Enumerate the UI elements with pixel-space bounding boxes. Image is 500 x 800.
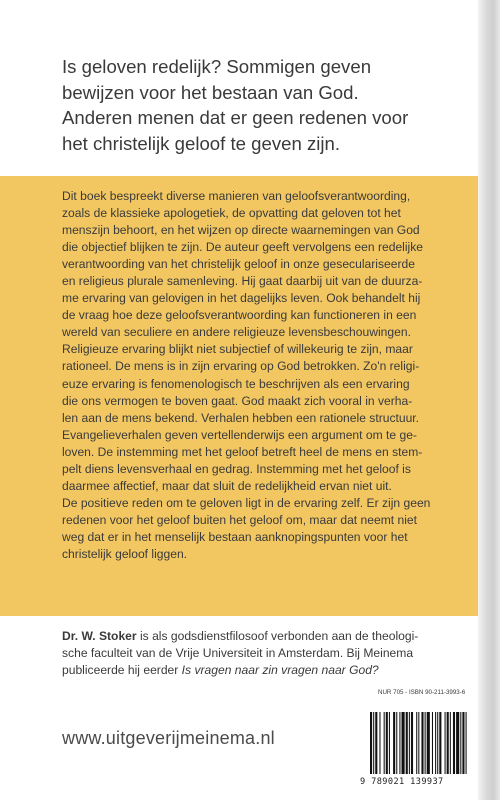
blurb-line: pelt diens levensverhaal en gedrag. Instemming met het geloof is xyxy=(62,461,411,476)
blurb-line: Evangelieverhalen geven vertellenderwijs een argument om te ge- xyxy=(62,427,417,442)
barcode-bar xyxy=(375,712,377,774)
author-bio-text: publiceerde hij eerder xyxy=(62,663,182,678)
barcode-bar xyxy=(409,712,410,774)
author-bio-line xyxy=(62,662,472,679)
blurb-line: De positieve reden om te geloven ligt in de ervaring zelf. Er zijn geen xyxy=(62,495,431,510)
barcode-bar xyxy=(386,712,388,774)
barcode-bar xyxy=(402,712,405,774)
blurb-line: Religieuze ervaring blijkt niet subjectief of willekeurig te zijn, maar xyxy=(62,342,413,357)
author-bio-text: is als godsdienstfilosoof verbonden aan de theologi- xyxy=(136,629,419,643)
barcode-bar xyxy=(389,712,390,774)
barcode-bar xyxy=(450,712,451,774)
nur-isbn: NUR 705 - ISBN 90-211-3993-6 xyxy=(378,689,466,696)
blurb-line: loven. De instemming met het geloof betreft heel de mens en stem- xyxy=(62,444,423,459)
barcode-bar xyxy=(418,712,419,774)
blurb-line: zoals de klassieke apologetiek, de opvatting dat geloven tot het xyxy=(62,206,401,221)
barcode-digits: 9 789021 139937 xyxy=(360,777,444,787)
blurb-line: menszijn behoort, en het wijzen op directe waarnemingen van God xyxy=(62,223,420,238)
blurb-line: die ons vermogen te boven gaat. God maakt zich vooral in verha- xyxy=(62,393,413,408)
previous-book-title: Is vragen naar zin vragen naar God? xyxy=(181,663,379,678)
headline-line: Anderen menen dat er geen redenen voor xyxy=(62,107,409,128)
barcode-bar xyxy=(396,712,397,774)
headline-line: bewijzen voor het bestaan van God. xyxy=(62,81,359,103)
blurb-line: redenen voor het geloof buiten het geloof om, maar dat neemt niet xyxy=(62,512,417,527)
barcode-bar xyxy=(435,712,436,774)
blurb-text xyxy=(62,188,472,563)
barcode-bar xyxy=(466,712,467,774)
barcode-bar xyxy=(406,712,408,774)
blurb-line: weg dat er in het menselijk bestaan aanknopingspunten voor het xyxy=(62,529,408,544)
author-name: Dr. W. Stoker xyxy=(62,629,137,643)
blurb-line: wereld van seculiere en andere religieuze levensbeschouwingen. xyxy=(62,325,411,340)
barcode-bar xyxy=(384,712,385,774)
blurb-line: en religieus plurale samenleving. Hij gaat daarbij uit van de duurza- xyxy=(62,274,423,289)
blurb-line: rationeel. De mens is in zijn ervaring op God betrokken. Zo'n religi- xyxy=(62,359,420,374)
blurb-line: me ervaring van gelovigen in het dagelijks leven. Ook behandelt hij xyxy=(62,291,421,306)
blurb-line: verantwoording van het christelijk geloof in onze geseculariseerde xyxy=(62,257,415,272)
author-bio xyxy=(62,628,472,679)
barcode-bar xyxy=(373,712,374,774)
book-spine-edge xyxy=(478,0,500,800)
blurb-line: daarmee affectief, maar dat sluit de redelijkheid ervan niet uit. xyxy=(62,478,392,493)
author-bio-line: sche faculteit van de Vrije Universiteit in Amsterdam. Bij Meinema xyxy=(62,646,414,661)
blurb-line: de vraag hoe deze geloofsverantwoording kan functioneren in een xyxy=(62,308,417,323)
barcode-bars xyxy=(360,708,476,776)
barcode-bar xyxy=(447,712,449,774)
barcode-bar xyxy=(462,712,464,774)
headline-line: het christelijk geloof te geven zijn. xyxy=(62,132,341,154)
barcode-bar xyxy=(425,712,426,774)
barcode-bar xyxy=(437,712,438,774)
barcode-bar xyxy=(427,712,430,774)
headline-line: Is geloven redelijk? Sommigen geven xyxy=(62,56,372,77)
headline xyxy=(62,54,472,156)
barcode-bar xyxy=(416,712,417,774)
barcode-bar xyxy=(393,712,395,774)
barcode-bar xyxy=(439,712,441,774)
publisher-website[interactable]: www.uitgeverijmeinema.nl xyxy=(62,728,275,748)
blurb-line: euze ervaring is fenomenologisch te beschrijven als een ervaring xyxy=(62,376,410,391)
barcode-bar xyxy=(460,712,461,774)
barcode-bar xyxy=(399,712,400,774)
barcode-bar xyxy=(453,712,455,774)
barcode-bar xyxy=(379,712,380,774)
author-bio-line xyxy=(62,628,472,645)
barcode-bar xyxy=(421,712,423,774)
blurb-line: christelijk geloof liggen. xyxy=(62,546,188,561)
barcode-bar xyxy=(445,712,446,774)
blurb-line: die objectief blijken te zijn. De auteur geeft vervolgens een redelijke xyxy=(62,240,424,255)
barcode-bar xyxy=(411,712,413,774)
barcode-bar xyxy=(370,712,372,774)
blurb-line: Dit boek bespreekt diverse manieren van geloofsverantwoording, xyxy=(62,189,411,203)
barcode-bar xyxy=(456,712,459,774)
barcode-bar xyxy=(432,712,433,774)
blurb-line: len aan de mens bekend. Verhalen hebben een rationele structuur. xyxy=(62,410,420,425)
